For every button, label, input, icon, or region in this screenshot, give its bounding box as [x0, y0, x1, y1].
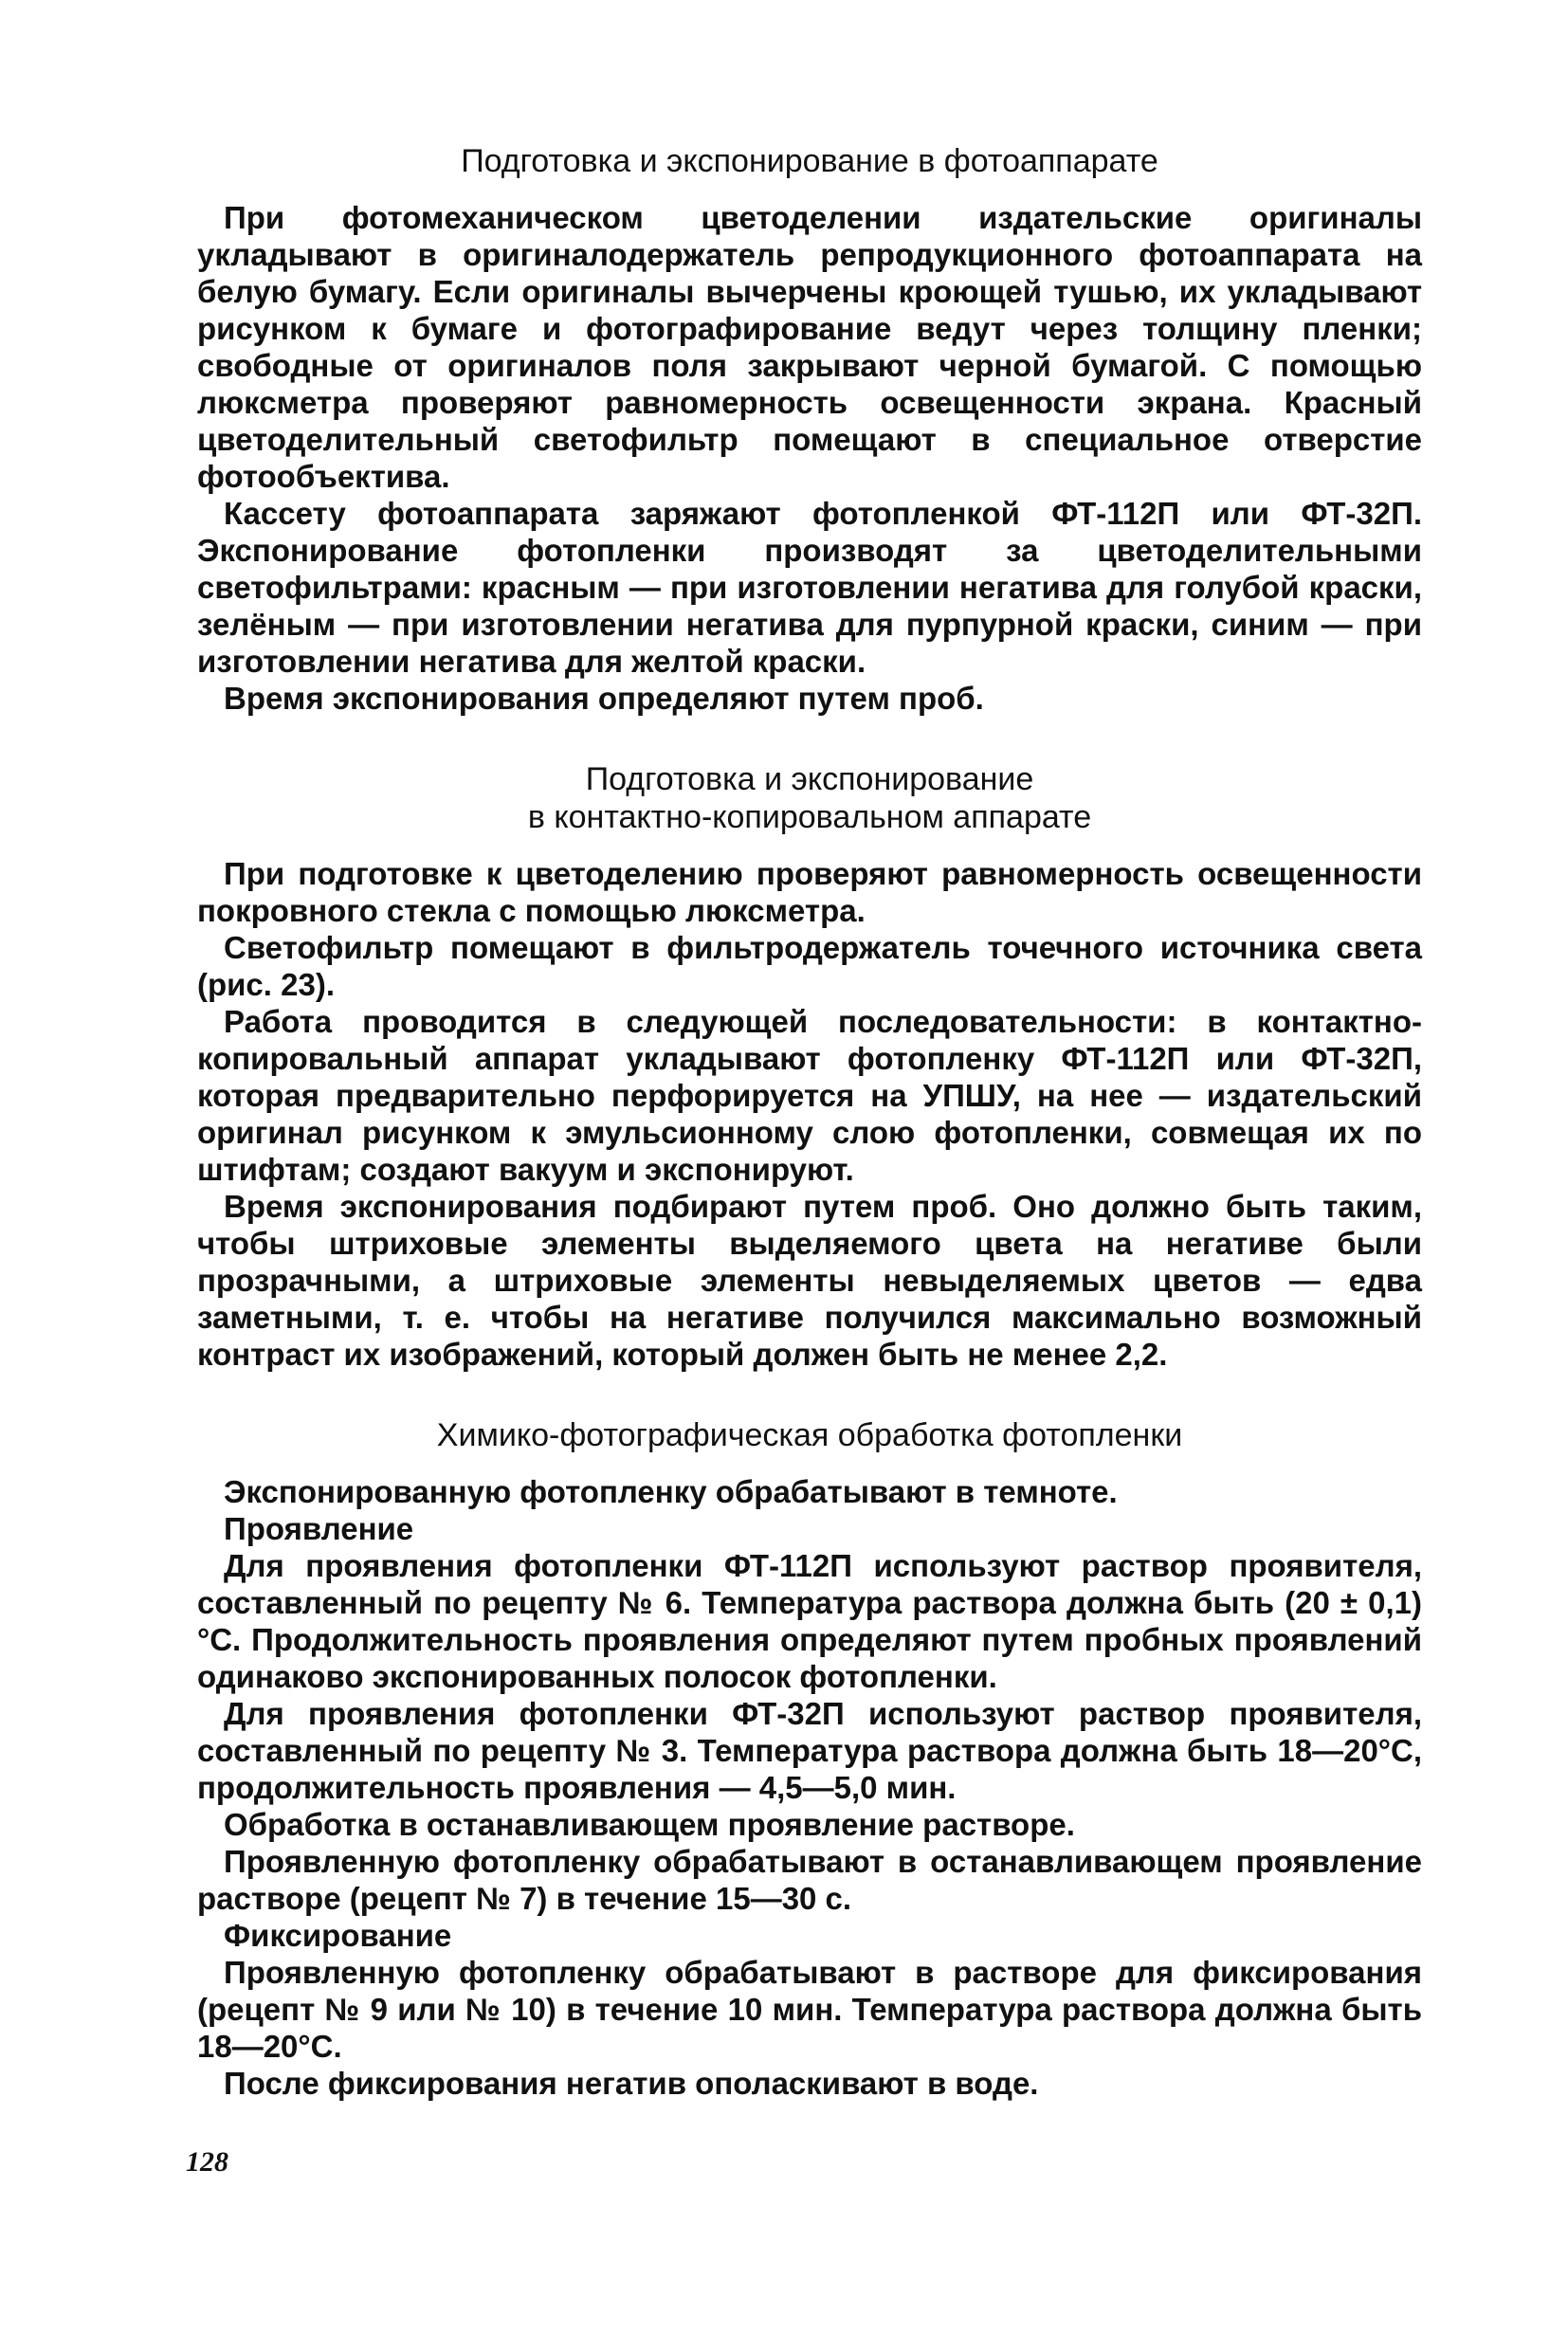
paragraph: Для проявления фотопленки ФТ-112П используют раствор проявителя, составленный по рецепту № 6. Температура раствора должна быть (20 ± 0,1) °С. Продолжительность проявления определяют путем пробных проявлений одинаково экспонированных полосок фотопленки.: [197, 1548, 1422, 1694]
section-title-photo-camera: Подготовка и экспонирование в фотоаппарате: [461, 143, 1158, 179]
subheading-development: Проявление: [224, 1511, 414, 1546]
section-spacer: [197, 1373, 1422, 1416]
page-content: [197, 142, 1422, 2102]
paragraph: Светофильтр помещают в фильтродержатель точечного источника света (рис. 23).: [197, 930, 1422, 1002]
section-title-chemical-processing: Химико-фотографическая обработка фотопленки: [436, 1417, 1183, 1453]
paragraph: После фиксирования негатив ополаскивают в воде.: [224, 2066, 1039, 2101]
paragraph: Экспонированную фотопленку обрабатывают в темноте.: [224, 1474, 1118, 1509]
paragraph: Время экспонирования определяют путем проб.: [224, 681, 984, 716]
paragraph: При фотомеханическом цветоделении издательские оригиналы укладывают в оригиналодержатель репродукционного фотоаппарата на белую бумагу. Если оригиналы вычерчены кроющей тушью, их укладывают рисунком к бумаге и фотографирование ведут через толщину пленки; свободные от оригиналов поля закрывают черной бумагой. С помощью люксметра проверяют равномерность освещенности экрана. Красный цветоделительный светофильтр помещают в специальное отверстие фотообъектива.: [197, 200, 1422, 494]
section-spacer: [197, 717, 1422, 760]
page-number: 128: [186, 2146, 228, 2178]
paragraph: Для проявления фотопленки ФТ-32П используют раствор проявителя, составленный по рецепту № 3. Температура раствора должна быть 18—20°С, продолжительность проявления — 4,5—5,0 мин.: [197, 1696, 1422, 1805]
paragraph: Проявленную фотопленку обрабатывают в растворе для фиксирования (рецепт № 9 или № 10) в течение 10 мин. Температура раствора должна быть 18—20°С.: [197, 1955, 1422, 2064]
subheading-stop-bath: Обработка в останавливающем проявление растворе.: [224, 1807, 1075, 1842]
subheading-fixing: Фиксирование: [224, 1918, 452, 1953]
paragraph: Работа проводится в следующей последовательности: в контактно-копировальный аппарат укладывают фотопленку ФТ-112П или ФТ-32П, которая предварительно перфорируется на УПШУ, на нее — издательский оригинал рисунком к эмульсионному слою фотопленки, совмещая их по штифтам; создают вакуум и экспонируют.: [197, 1004, 1422, 1187]
paragraph: Проявленную фотопленку обрабатывают в останавливающем проявление растворе (рецепт № 7) в течение 15—30 с.: [197, 1844, 1422, 1916]
paragraph: Время экспонирования подбирают путем проб. Оно должно быть таким, чтобы штриховые элементы выделяемого цвета на негативе были прозрачными, а штриховые элементы невыделяемых цветов — едва заметными, т. е. чтобы на негативе получился максимально возможный контраст их изображений, который должен быть не менее 2,2.: [197, 1189, 1422, 1372]
section-title-contact-copier-line1: Подготовка и экспонирование: [585, 761, 1034, 797]
paragraph: Кассету фотоаппарата заряжают фотопленкой ФТ-112П или ФТ-32П. Экспонирование фотопленки производят за цветоделительными светофильтрами: красным — при изготовлении негатива для голубой краски, зелёным — при изготовлении негатива для пурпурной краски, синим — при изготовлении негатива для желтой краски.: [197, 496, 1422, 679]
paragraph: При подготовке к цветоделению проверяют равномерность освещенности покровного стекла с помощью люксметра.: [197, 856, 1422, 928]
section-title-contact-copier-line2: в контактно-копировальном аппарате: [527, 799, 1092, 835]
